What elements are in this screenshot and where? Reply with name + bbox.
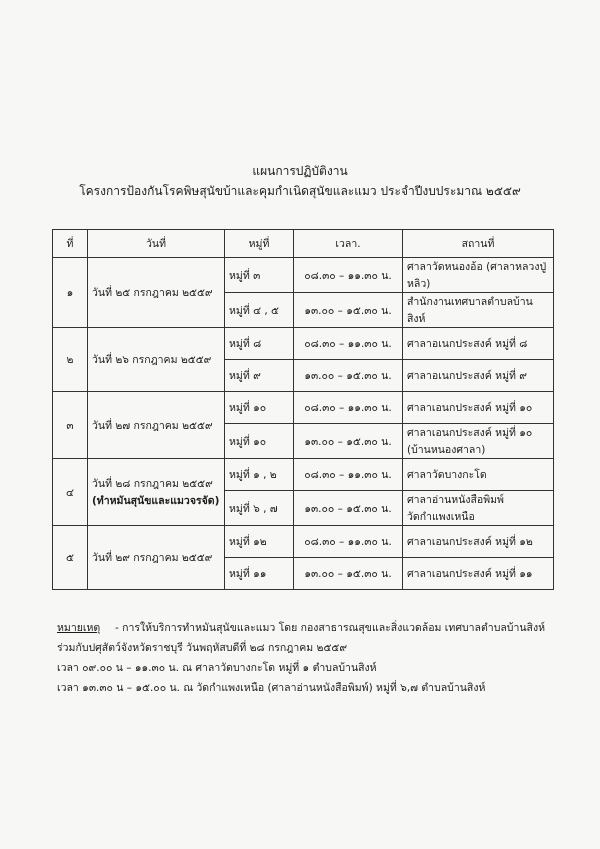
row-place: [403, 491, 554, 526]
row-date: [88, 459, 225, 526]
row-time: ๐๘.๓๐ – ๑๑.๓๐ น.: [294, 328, 403, 360]
table-row: [53, 258, 554, 293]
row-village: หมู่ที่ ๙: [225, 360, 294, 392]
remarks-line: ร่วมกับปศุสัตว์จังหวัดราชบุรี วันพฤหัสบดีที่ ๒๘ กรกฎาคม ๒๕๕๙: [57, 642, 348, 654]
row-number: ๒: [53, 328, 88, 392]
row-number: ๔: [53, 459, 88, 526]
row-village: หมู่ที่ ๔ , ๕: [225, 293, 294, 328]
row-village: หมู่ที่ ๓: [225, 258, 294, 293]
row-village: หมู่ที่ ๑๐: [225, 424, 294, 459]
row-number: ๕: [53, 526, 88, 590]
page-title: แผนการปฏิบัติงาน: [252, 164, 348, 178]
date-note: (ทำหมันสุนัขและแมวจรจัด): [92, 495, 220, 507]
row-number: ๓: [53, 392, 88, 459]
remarks-line: เวลา ๐๙.๐๐ น – ๑๑.๓๐ น. ณ ศาลาวัดบางกะโด หมู่ที่ ๑ ตำบลบ้านสิงห์: [57, 662, 377, 674]
row-time: ๐๘.๓๐ – ๑๑.๓๐ น.: [294, 459, 403, 491]
row-time: ๑๓.๐๐ – ๑๕.๓๐ น.: [294, 360, 403, 392]
row-village: หมู่ที่ ๑๑: [225, 558, 294, 590]
row-time: ๐๘.๓๐ – ๑๑.๓๐ น.: [294, 258, 403, 293]
row-time: ๑๓.๐๐ – ๑๕.๓๐ น.: [294, 293, 403, 328]
remarks-line: เวลา ๑๓.๓๐ น – ๑๕.๐๐ น. ณ วัดกำแพงเหนือ (ศาลาอ่านหนังสือพิมพ์) หมู่ที่ ๖,๗ ตำบลบ้านสิงห์: [57, 682, 486, 694]
row-place: ศาลาเอนกประสงค์ หมู่ที่ ๑๑: [403, 558, 554, 590]
row-time: ๐๘.๓๐ – ๑๑.๓๐ น.: [294, 526, 403, 558]
table-row: [53, 459, 554, 491]
row-place: [403, 424, 554, 459]
page-subtitle: โครงการป้องกันโรคพิษสุนัขบ้าและคุมกำเนิดสุนัขและแมว ประจำปีงบประมาณ ๒๕๕๙: [79, 184, 521, 198]
row-number: ๑: [53, 258, 88, 328]
row-time: ๑๓.๐๐ – ๑๕.๓๐ น.: [294, 491, 403, 526]
place-line: วัดกำแพงเหนือ: [407, 511, 475, 523]
remarks-label: หมายเหตุ: [57, 622, 101, 634]
date-text: วันที่ ๒๙ กรกฎาคม ๒๕๕๙: [92, 552, 213, 564]
place-line: ศาลาอ่านหนังสือพิมพ์: [407, 494, 504, 506]
row-village: หมู่ที่ ๑ , ๒: [225, 459, 294, 491]
date-text: วันที่ ๒๖ กรกฎาคม ๒๕๕๙: [92, 354, 212, 366]
row-village: หมู่ที่ ๑๒: [225, 526, 294, 558]
row-place: ศาลาเอนกประสงค์ หมู่ที่ ๑๒: [403, 526, 554, 558]
row-village: หมู่ที่ ๘: [225, 328, 294, 360]
place-line: (บ้านหนองศาลา): [407, 444, 486, 456]
row-date: [88, 328, 225, 392]
col-header-date: วันที่: [88, 230, 225, 258]
table-header-row: [53, 230, 554, 258]
row-place: สำนักงานเทศบาลตำบลบ้านสิงห์: [403, 293, 554, 328]
row-date: [88, 258, 225, 328]
col-header-time: เวลา.: [294, 230, 403, 258]
row-time: ๑๓.๐๐ – ๑๕.๓๐ น.: [294, 424, 403, 459]
table-row: [53, 392, 554, 424]
row-village: หมู่ที่ ๑๐: [225, 392, 294, 424]
row-date: [88, 526, 225, 590]
col-header-place: สถานที่: [403, 230, 554, 258]
date-text: วันที่ ๒๘ กรกฎาคม ๒๕๕๙: [92, 478, 213, 490]
row-village: หมู่ที่ ๖ , ๗: [225, 491, 294, 526]
place-line: ศาลาเอนกประสงค์ หมู่ที่ ๑๐: [407, 427, 533, 439]
col-header-village: หมู่ที่: [225, 230, 294, 258]
date-text: วันที่ ๒๗ กรกฎาคม ๒๕๕๙: [92, 419, 213, 432]
date-text: วันที่ ๒๕ กรกฎาคม ๒๕๕๙: [92, 287, 213, 299]
row-place: ศาลาอเนกประสงค์ หมู่ที่ ๘: [403, 328, 554, 360]
table-row: [53, 328, 554, 360]
row-place: ศาลาเอนกประสงค์ หมู่ที่ ๑๐: [403, 392, 554, 424]
col-header-number: ที่: [53, 230, 88, 258]
row-place: ศาลาวัดบางกะโด: [403, 459, 554, 491]
row-place: ศาลาอเนกประสงค์ หมู่ที่ ๙: [403, 360, 554, 392]
row-time: ๐๘.๓๐ – ๑๑.๓๐ น.: [294, 392, 403, 424]
row-time: ๑๓.๐๐ – ๑๕.๓๐ น.: [294, 558, 403, 590]
remarks-line: - การให้บริการทำหมันสุนัขและแมว โดย กองสาธารณสุขและสิ่งแวดล้อม เทศบาลตำบลบ้านสิงห์: [115, 622, 545, 634]
schedule-table: [52, 229, 554, 590]
row-date: [88, 392, 225, 459]
row-place: ศาลาวัดหนองอ้อ (ศาลาหลวงปู่หลิว): [403, 258, 554, 293]
table-row: [53, 526, 554, 558]
